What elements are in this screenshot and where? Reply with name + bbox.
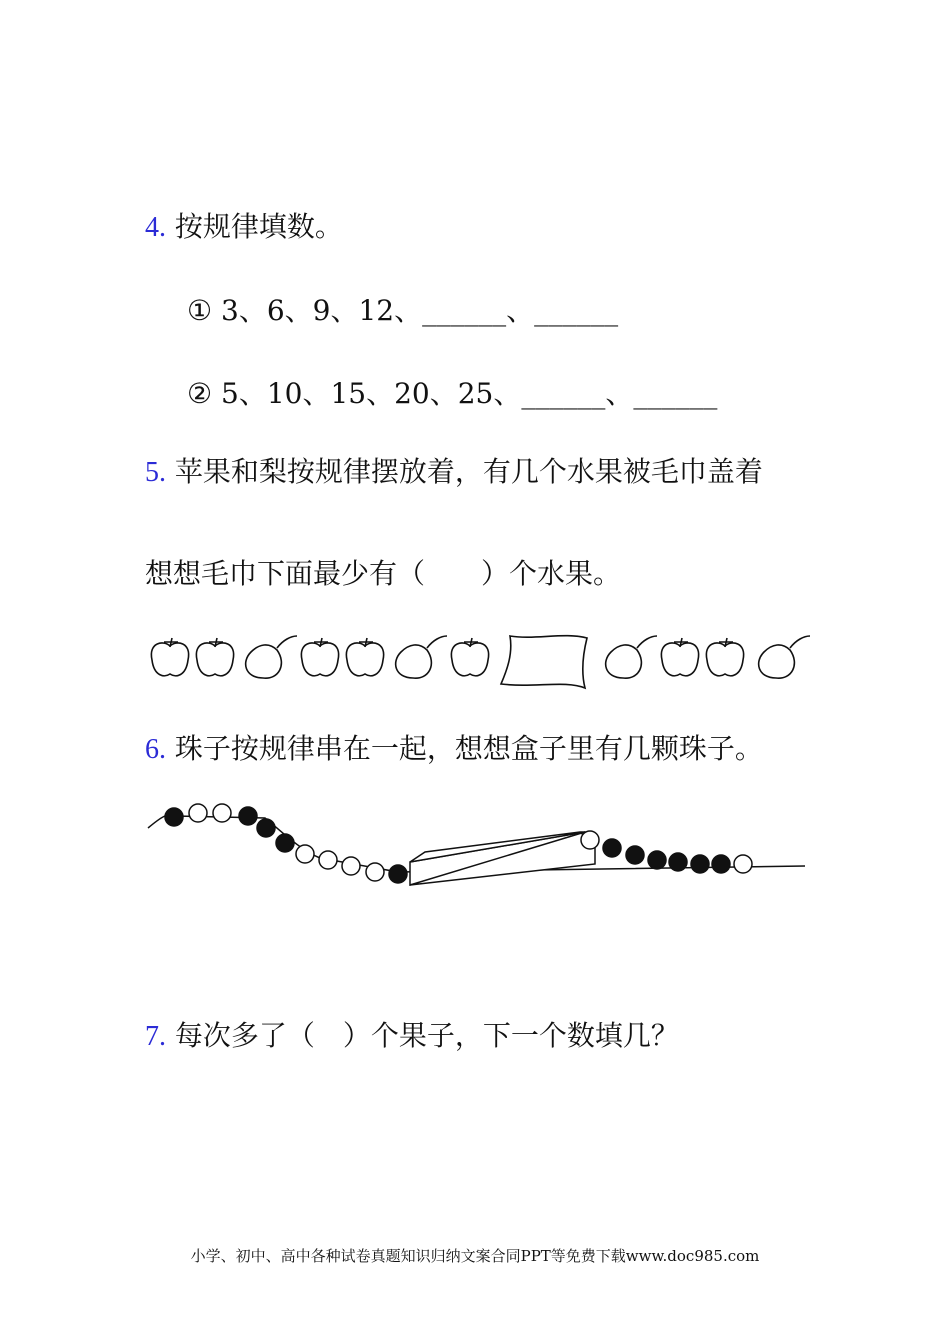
sequence-text: 5、10、15、20、25、______、______ bbox=[221, 377, 718, 410]
white-bead bbox=[189, 804, 207, 822]
footer-text: 小学、初中、高中各种试卷真题知识归纳文案合同PPT等免费下载www.doc985.com bbox=[190, 1247, 760, 1265]
pear-icon bbox=[246, 636, 297, 678]
apple-icon bbox=[451, 638, 488, 676]
black-bead bbox=[712, 855, 730, 873]
question-text: 按规律填数。 bbox=[174, 210, 343, 243]
question-text: 每次多了（ ）个果子，下一个数填几？ bbox=[174, 1019, 679, 1052]
pear-icon bbox=[759, 636, 810, 678]
white-bead bbox=[319, 851, 337, 869]
apple-icon bbox=[151, 638, 188, 676]
circled-two-marker: ② bbox=[187, 377, 213, 410]
apple-icon bbox=[301, 638, 338, 676]
question-text: 珠子按规律串在一起，想想盒子里有几颗珠子。 bbox=[174, 732, 763, 765]
black-bead bbox=[648, 851, 666, 869]
apple-icon bbox=[706, 638, 743, 676]
white-bead bbox=[213, 804, 231, 822]
sequence-text: 3、6、9、12、______、______ bbox=[221, 294, 619, 327]
white-bead bbox=[366, 863, 384, 881]
bead-box bbox=[410, 832, 595, 885]
question-number: 6. bbox=[145, 734, 166, 765]
pear-icon bbox=[606, 636, 657, 678]
question-text: 苹果和梨按规律摆放着，有几个水果被毛巾盖着 bbox=[174, 455, 763, 488]
black-bead bbox=[276, 834, 294, 852]
bead-string bbox=[148, 804, 805, 885]
towel-icon bbox=[501, 636, 587, 688]
black-bead bbox=[257, 819, 275, 837]
pear-icon bbox=[396, 636, 447, 678]
black-bead bbox=[626, 846, 644, 864]
white-bead bbox=[296, 845, 314, 863]
black-bead bbox=[165, 808, 183, 826]
apple-icon bbox=[196, 638, 233, 676]
apple-icon bbox=[346, 638, 383, 676]
white-bead bbox=[342, 857, 360, 875]
question-number: 4. bbox=[145, 212, 166, 243]
circled-one-marker: ① bbox=[187, 294, 213, 327]
black-bead bbox=[389, 865, 407, 883]
fruit-row bbox=[151, 636, 810, 688]
question-number: 7. bbox=[145, 1021, 166, 1052]
question-number: 5. bbox=[145, 457, 166, 488]
white-bead bbox=[581, 831, 599, 849]
black-bead bbox=[603, 839, 621, 857]
black-bead bbox=[691, 855, 709, 873]
question-5-line-2: 想想毛巾下面最少有（ ）个水果。 bbox=[145, 557, 622, 590]
white-bead bbox=[734, 855, 752, 873]
apple-icon bbox=[661, 638, 698, 676]
black-bead bbox=[669, 853, 687, 871]
black-bead bbox=[239, 807, 257, 825]
